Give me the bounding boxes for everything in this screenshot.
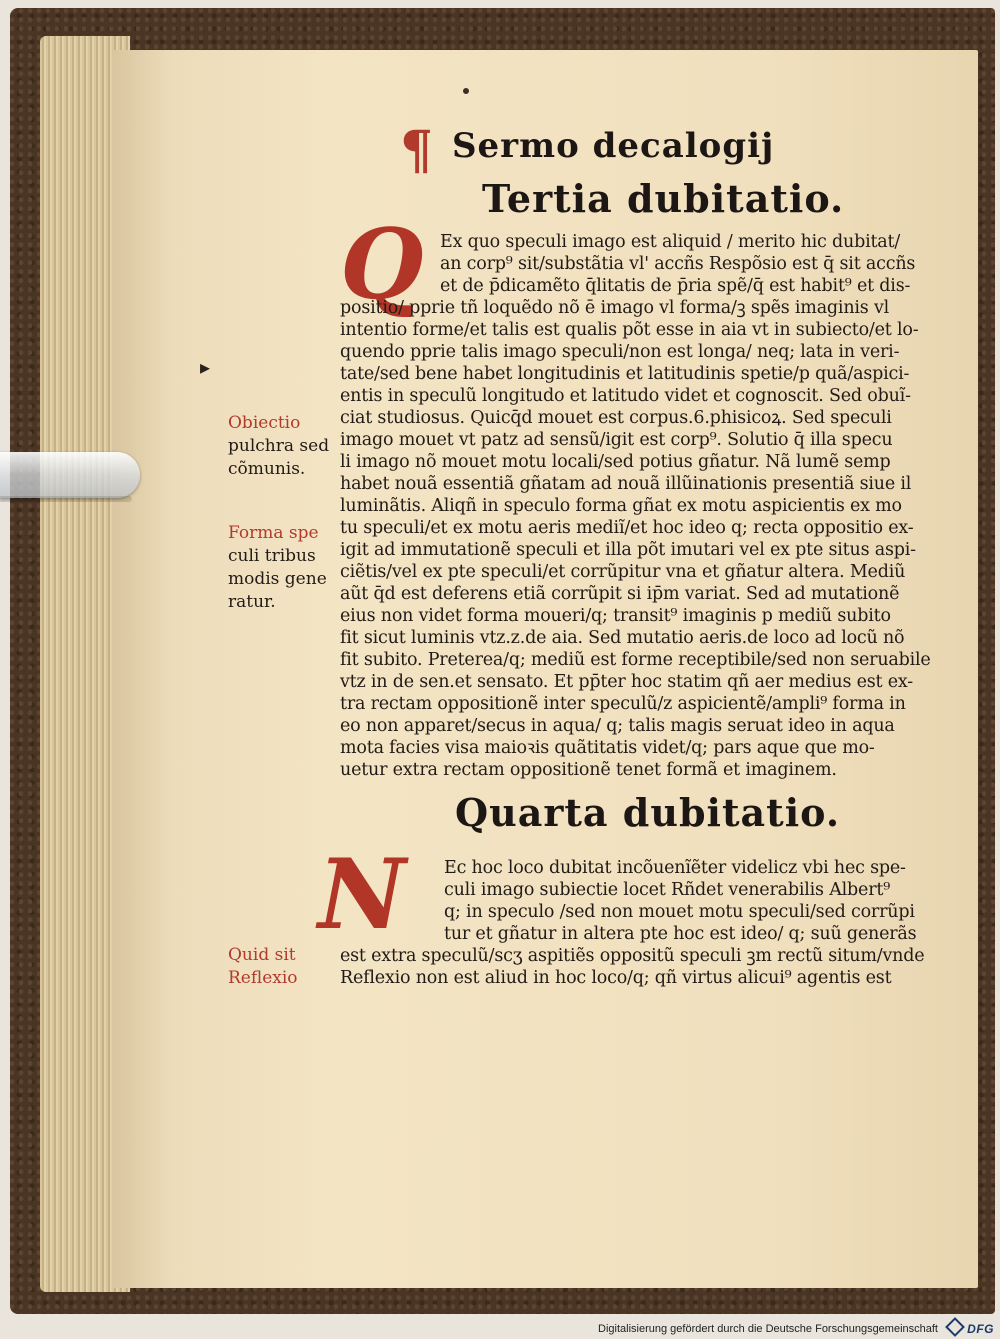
body-line: an corp⁹ sit/substãtia vl' accñs Respõsio est q̄ sit accñs [440,254,916,274]
funding-credit: Digitalisierung gefördert durch die Deutsche Forschungsgemeinschaft [598,1323,938,1335]
margin-note-line: Reflexio [228,968,298,988]
body-line: q; in speculo /sed non mouet motu speculi/sed corrũpi [444,902,915,922]
margin-note-line: pulchra sed [228,436,330,456]
margin-note-line: Forma spe [228,523,319,543]
margin-note-line: Obiectio [228,413,301,433]
body-line: intentio forme/et talis est qualis põt esse in aia vt in subiecto/et lo- [340,320,919,340]
dfg-logo: DFG [967,1322,994,1336]
body-line: vtz in de sen.et sensato. Et pp̄ter hoc statim qñ aer medius est ex- [340,672,913,692]
body-line: imago mouet vt patz ad sensũ/igit est corp⁹. Solutio q̄ illa specu [340,430,893,450]
drop-cap-n: N [318,838,406,951]
body-line: fit subito. Preterea/q; mediũ est forme receptibile/sed non seruabile [340,650,931,670]
body-line: luminãtis. Aliqñ in speculo forma gñat ex motu aspicientis ex mo [340,496,902,516]
drop-cap-q: Q [340,208,424,321]
margin-note-line: cõmunis. [228,459,306,479]
body-line: est extra speculũ/scʒ aspitiẽs oppositũ speculi ꝫm rectũ situm/vnde [340,946,925,966]
body-line: tu speculi/et ex motu aeris mediĩ/et hoc ideo q; recta oppositio ex- [340,518,914,538]
section-title-tertia: Tertia dubitatio. [482,176,845,221]
margin-note-line: ratur. [228,592,276,612]
dfg-icon [945,1317,965,1337]
margin-note-line: modis gene [228,569,327,589]
footer-bar [0,1317,1000,1339]
body-line: ciat studiosus. Quicq̄d mouet est corpus.6.phisicoꝝ. Sed speculi [340,408,892,428]
body-line: habet nouã essentiã gñatam ad nouã illũinationis presentiã siue il [340,474,912,494]
body-line: uetur extra rectam oppositionẽ tenet formã et imaginem. [340,760,837,780]
body-line: positio/ pprie tñ loquẽdo nõ ē imago vl forma/ꝫ spẽs imaginis vl [340,298,890,318]
clip-shadow [0,496,132,502]
body-line: Ec hoc loco dubitat incõuenĩẽter videlicz vbi hec spe- [444,858,906,878]
margin-note-obiectio [228,412,329,481]
margin-note-line: Quid sit [228,945,296,965]
body-line: entis in speculũ longitudo et latitudo videt et cognoscit. Sed obuĩ- [340,386,911,406]
margin-note-forma [228,522,327,614]
body-line: tate/sed bene habet longitudinis et latitudinis spetie/p quã/aspici- [340,364,910,384]
body-line: igit ad immutationẽ speculi et illa põt imutari vel ex pte situs aspi- [340,540,916,560]
margin-note-reflexio [228,944,298,990]
body-line: aũt q̄d est deferens etiã corrũpit si ip̄m variat. Sed ad mutationẽ [340,584,900,604]
body-line: li imago nõ mouet motu locali/sed potius gñatur. Nã lumẽ semp [340,452,891,472]
body-line: tur et gñatur in altera pte hoc est ideo/ q; suũ generãs [444,924,917,944]
body-line: et de p̄dicamẽto q̄litatis de p̄ria spẽ/q̄ est habit⁹ et dis- [440,276,911,296]
body-line: quendo pprie talis imago speculi/non est longa/ neq; lata in veri- [340,342,900,362]
body-line: fit sicut luminis vtz.z.de aia. Sed mutatio aeris.de loco ad locũ nõ [340,628,905,648]
body-line: tra rectam oppositionẽ inter speculũ/z aspicientẽ/ampli⁹ forma in [340,694,906,714]
ink-mark: ▸ [200,355,211,379]
sermon-title: Sermo decalogij [452,126,775,166]
body-line: mota facies visa maioꝛis quãtitatis videt/q; pars aque que mo- [340,738,875,758]
book-clip [0,452,140,498]
body-line: Ex quo speculi imago est aliquid / merito hic dubitat/ [440,232,901,252]
margin-note-line: culi tribus [228,546,316,566]
pilcrow-mark: ¶ [400,120,434,181]
body-line: eo non apparet/secus in aqua/ q; talis magis seruat ideo in aqua [340,716,895,736]
body-line: eius non videt forma moueri/q; transit⁹ imaginis p mediũ subito [340,606,891,626]
section-title-quarta: Quarta dubitatio. [455,790,841,835]
body-line: ciẽtis/vel ex pte speculi/et corrũpitur vna et gñatur altera. Mediũ [340,562,906,582]
body-line: culi imago subiectie locet Rñdet venerabilis Albert⁹ [444,880,891,900]
page-mark [463,88,469,94]
body-line: Reflexio non est aliud in hoc loco/q; qñ virtus alicui⁹ agentis est [340,968,892,988]
